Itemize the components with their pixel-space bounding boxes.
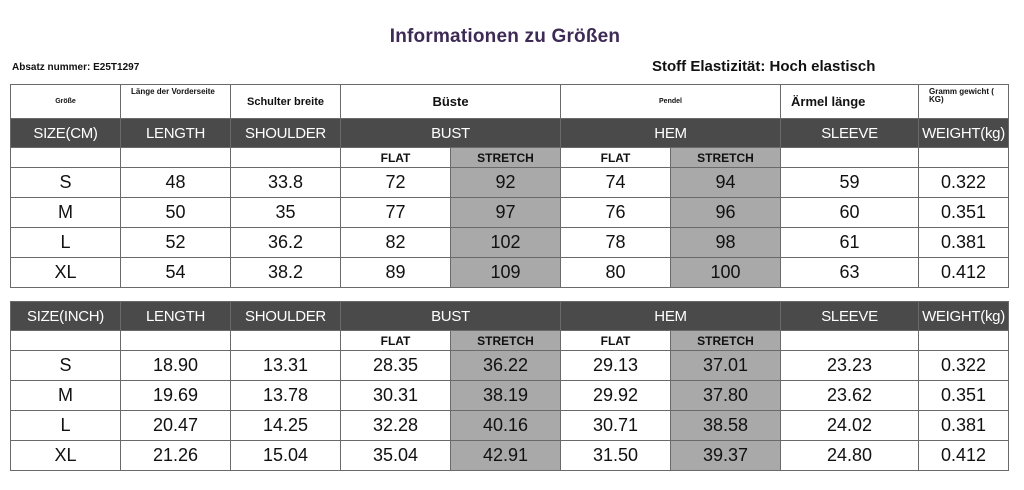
cell-bust-stretch: 42.91: [451, 441, 561, 471]
cell-weight: 0.322: [919, 168, 1009, 198]
cm-subheader-row: [11, 148, 1009, 168]
cell-length: 20.47: [121, 411, 231, 441]
sub-empty: [11, 331, 121, 351]
table-row: [11, 411, 1009, 441]
sub-empty: [919, 331, 1009, 351]
cell-sleeve: 60: [781, 198, 919, 228]
cell-hem-stretch: 37.80: [671, 381, 781, 411]
table-row: [11, 351, 1009, 381]
cell-length: 48: [121, 168, 231, 198]
cell-sleeve: 59: [781, 168, 919, 198]
cell-bust-flat: 82: [341, 228, 451, 258]
header-shoulder: SHOULDER: [231, 119, 341, 148]
table-row: [11, 168, 1009, 198]
cell-hem-flat: 78: [561, 228, 671, 258]
table-row: [11, 381, 1009, 411]
sub-empty: [919, 148, 1009, 168]
header-weight: WEIGHT(kg): [919, 302, 1009, 331]
sub-hem-stretch: STRETCH: [671, 148, 781, 168]
cell-length: 18.90: [121, 351, 231, 381]
inch-header-row: [11, 302, 1009, 331]
cell-sleeve: 63: [781, 258, 919, 288]
cell-bust-flat: 30.31: [341, 381, 451, 411]
sub-bust-stretch: STRETCH: [451, 331, 561, 351]
german-header-sleeve: Ärmel länge: [781, 85, 919, 119]
cell-sleeve: 23.23: [781, 351, 919, 381]
cell-weight: 0.351: [919, 198, 1009, 228]
table-row: [11, 258, 1009, 288]
german-header-weight: Gramm gewicht ( KG): [919, 85, 1009, 119]
table-row: [11, 228, 1009, 258]
cell-weight: 0.322: [919, 351, 1009, 381]
cell-size: M: [11, 381, 121, 411]
table-row: [11, 198, 1009, 228]
cell-hem-stretch: 37.01: [671, 351, 781, 381]
sub-empty: [11, 148, 121, 168]
sub-empty: [781, 148, 919, 168]
cell-size: M: [11, 198, 121, 228]
cell-shoulder: 15.04: [231, 441, 341, 471]
cell-hem-stretch: 100: [671, 258, 781, 288]
size-table-inch: [10, 301, 1009, 471]
cell-length: 52: [121, 228, 231, 258]
sub-hem-flat: FLAT: [561, 331, 671, 351]
cell-hem-flat: 76: [561, 198, 671, 228]
cell-size: S: [11, 168, 121, 198]
cell-bust-stretch: 92: [451, 168, 561, 198]
cell-bust-flat: 89: [341, 258, 451, 288]
german-header-size: Größe: [11, 85, 121, 119]
cell-length: 54: [121, 258, 231, 288]
cell-shoulder: 14.25: [231, 411, 341, 441]
german-header-shoulder: Schulter breite: [231, 85, 341, 119]
cell-hem-flat: 30.71: [561, 411, 671, 441]
cell-size: S: [11, 351, 121, 381]
cell-sleeve: 23.62: [781, 381, 919, 411]
header-size: SIZE(INCH): [11, 302, 121, 331]
page-title: Informationen zu Größen: [389, 26, 621, 47]
cell-hem-stretch: 39.37: [671, 441, 781, 471]
header-bust: BUST: [341, 119, 561, 148]
sub-empty: [231, 148, 341, 168]
cell-shoulder: 13.78: [231, 381, 341, 411]
german-header-bust: Büste: [341, 85, 561, 119]
header-hem: HEM: [561, 119, 781, 148]
sub-bust-stretch: STRETCH: [451, 148, 561, 168]
header-sleeve: SLEEVE: [781, 302, 919, 331]
german-header-row: [11, 85, 1009, 119]
cell-hem-stretch: 94: [671, 168, 781, 198]
header-length: LENGTH: [121, 119, 231, 148]
size-table-cm: [10, 84, 1009, 288]
sub-hem-stretch: STRETCH: [671, 331, 781, 351]
sub-empty: [781, 331, 919, 351]
cell-shoulder: 36.2: [231, 228, 341, 258]
table-row: [11, 441, 1009, 471]
cell-hem-stretch: 96: [671, 198, 781, 228]
cell-bust-stretch: 97: [451, 198, 561, 228]
cell-size: XL: [11, 258, 121, 288]
header-sleeve: SLEEVE: [781, 119, 919, 148]
cell-weight: 0.351: [919, 381, 1009, 411]
cell-weight: 0.412: [919, 258, 1009, 288]
header-size: SIZE(CM): [11, 119, 121, 148]
cell-sleeve: 24.80: [781, 441, 919, 471]
cell-bust-stretch: 36.22: [451, 351, 561, 381]
cell-weight: 0.412: [919, 441, 1009, 471]
cell-weight: 0.381: [919, 411, 1009, 441]
cell-length: 19.69: [121, 381, 231, 411]
cell-hem-stretch: 98: [671, 228, 781, 258]
sub-hem-flat: FLAT: [561, 148, 671, 168]
cell-bust-flat: 32.28: [341, 411, 451, 441]
cell-hem-flat: 80: [561, 258, 671, 288]
cell-hem-flat: 29.13: [561, 351, 671, 381]
header-length: LENGTH: [121, 302, 231, 331]
cell-hem-flat: 31.50: [561, 441, 671, 471]
cell-bust-stretch: 109: [451, 258, 561, 288]
cell-sleeve: 61: [781, 228, 919, 258]
cell-sleeve: 24.02: [781, 411, 919, 441]
sub-bust-flat: FLAT: [341, 331, 451, 351]
cell-hem-stretch: 38.58: [671, 411, 781, 441]
cell-bust-flat: 72: [341, 168, 451, 198]
sub-bust-flat: FLAT: [341, 148, 451, 168]
style-number: Absatz nummer: E25T1297: [12, 62, 140, 73]
cell-shoulder: 33.8: [231, 168, 341, 198]
cell-bust-stretch: 38.19: [451, 381, 561, 411]
cell-hem-flat: 74: [561, 168, 671, 198]
cell-length: 50: [121, 198, 231, 228]
header-bust: BUST: [341, 302, 561, 331]
cell-size: L: [11, 228, 121, 258]
cell-bust-flat: 35.04: [341, 441, 451, 471]
cell-shoulder: 13.31: [231, 351, 341, 381]
sub-empty: [121, 331, 231, 351]
german-header-length: Länge der Vorderseite: [121, 85, 231, 119]
sub-empty: [121, 148, 231, 168]
cell-bust-stretch: 40.16: [451, 411, 561, 441]
cell-shoulder: 35: [231, 198, 341, 228]
cm-header-row: [11, 119, 1009, 148]
header-weight: WEIGHT(kg): [919, 119, 1009, 148]
german-header-hem: Pendel: [561, 85, 781, 119]
cell-hem-flat: 29.92: [561, 381, 671, 411]
cell-bust-stretch: 102: [451, 228, 561, 258]
cell-bust-flat: 77: [341, 198, 451, 228]
fabric-elasticity: Stoff Elastizität: Hoch elastisch: [652, 58, 876, 75]
cell-length: 21.26: [121, 441, 231, 471]
cell-weight: 0.381: [919, 228, 1009, 258]
inch-subheader-row: [11, 331, 1009, 351]
cell-shoulder: 38.2: [231, 258, 341, 288]
sub-empty: [231, 331, 341, 351]
cell-size: XL: [11, 441, 121, 471]
cell-size: L: [11, 411, 121, 441]
cell-bust-flat: 28.35: [341, 351, 451, 381]
header-hem: HEM: [561, 302, 781, 331]
header-shoulder: SHOULDER: [231, 302, 341, 331]
